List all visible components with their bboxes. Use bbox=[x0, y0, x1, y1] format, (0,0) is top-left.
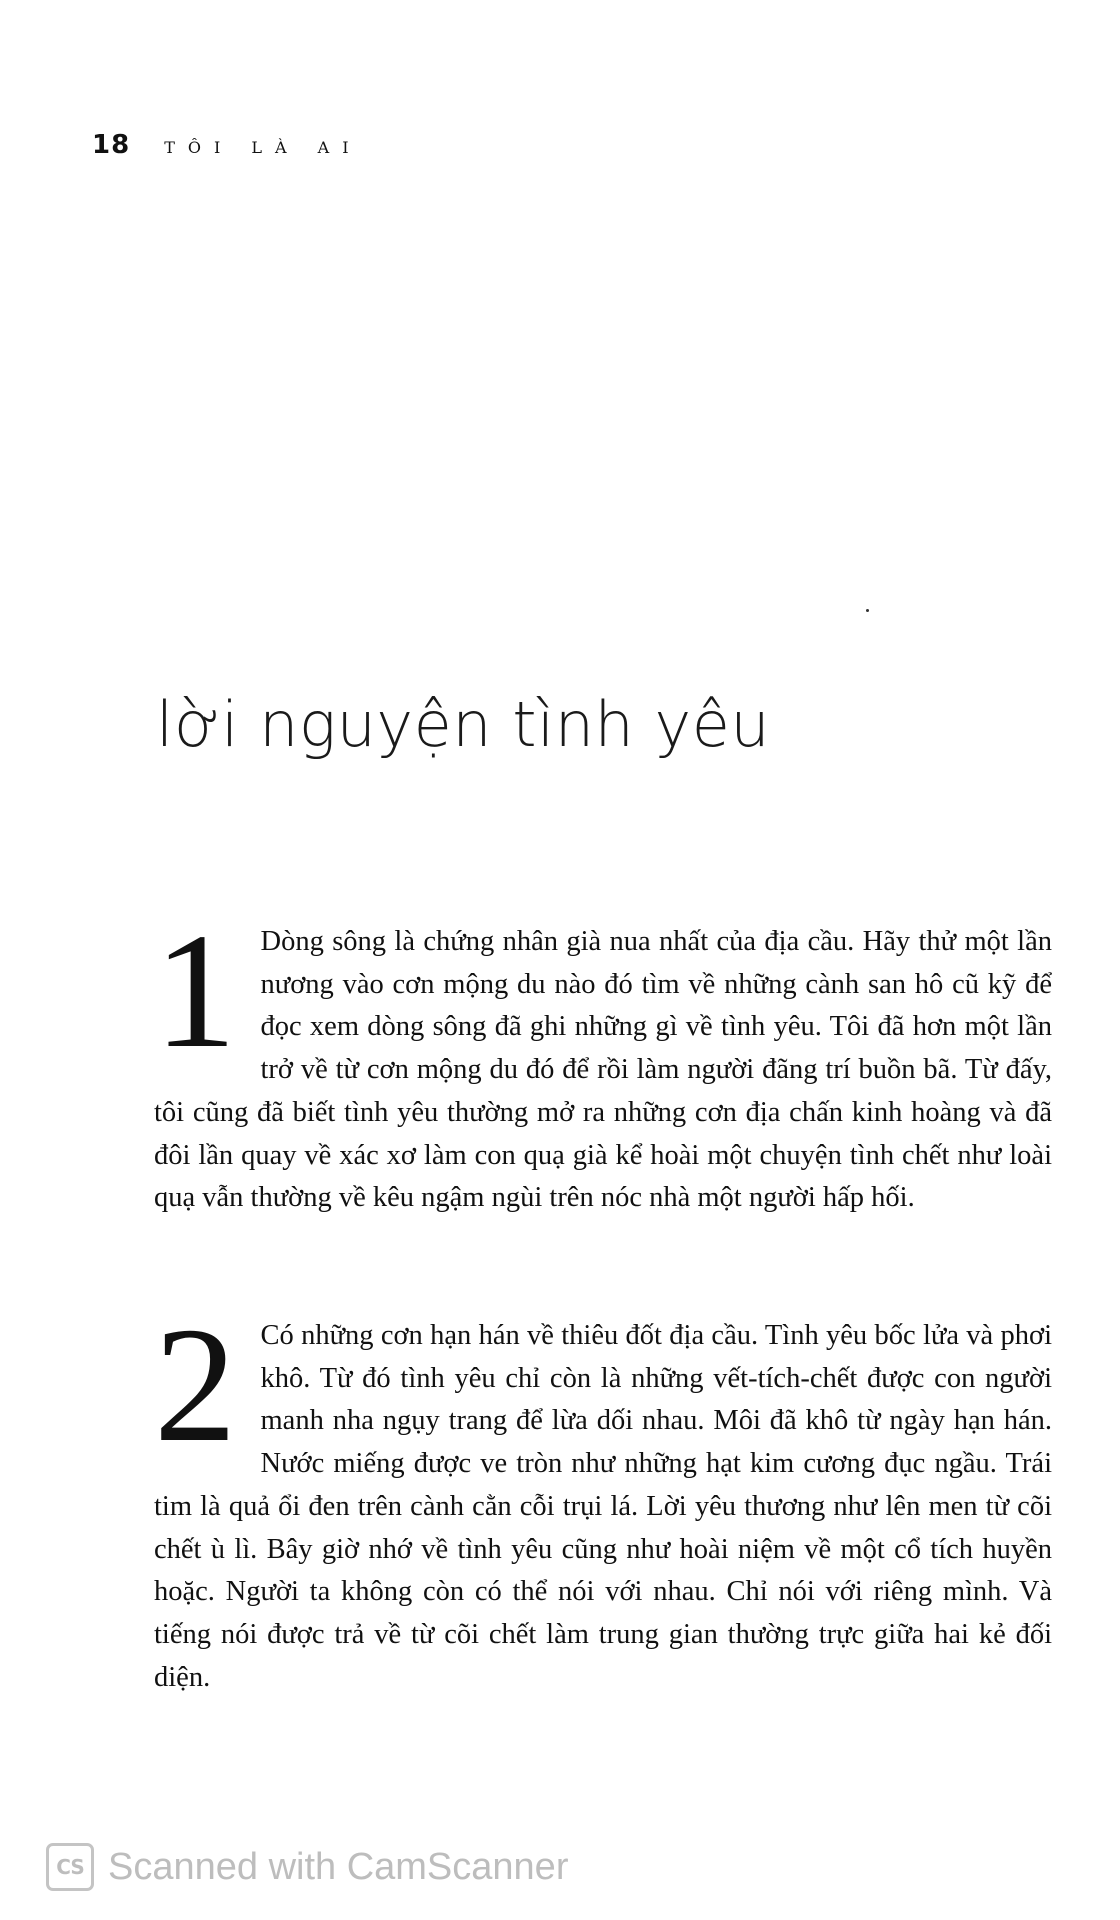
section-1-text: Dòng sông là chứng nhân già nua nhất của địa cầu. Hãy thử một lần nương vào cơn mộng du nào đó tìm về những cành san hô cũ kỹ để đọc xem dòng sông đã ghi những gì về tình yêu. Tôi đã hơn một lần trở về từ cơn mộng du đó để rồi làm người đãng trí buồn bã. Từ đấy, tôi cũng đã biết tình yêu thường mở ra những cơn địa chấn kinh hoàng và đã đôi lần quay về xác xơ làm con quạ già kể hoài một chuyện tình chết như loài quạ vẫn thường về kêu ngậm ngùi trên nóc nhà một người hấp hối. bbox=[154, 926, 1052, 1214]
section-2-paragraph bbox=[154, 1293, 1052, 1699]
running-head bbox=[92, 130, 362, 160]
book-title: TÔI LÀ AI bbox=[164, 138, 362, 157]
section-1-paragraph bbox=[154, 899, 1052, 1220]
watermark-text: Scanned with CamScanner bbox=[108, 1845, 569, 1888]
scan-speck bbox=[866, 609, 869, 612]
page-number: 18 bbox=[92, 130, 131, 160]
section-2-numeral: 2 bbox=[154, 1293, 237, 1476]
chapter-title: lời nguyện tình yêu bbox=[156, 688, 771, 761]
camscanner-watermark bbox=[46, 1843, 568, 1891]
camscanner-logo-icon: CS bbox=[46, 1843, 94, 1891]
section-1-numeral: 1 bbox=[154, 899, 237, 1082]
section-2-text: Có những cơn hạn hán về thiêu đốt địa cầu. Tình yêu bốc lửa và phơi khô. Từ đó tình yêu chỉ còn là những vết-tích-chết được con người manh nha ngụy trang để lừa dối nhau. Môi đã khô từ ngày hạn hán. Nước miếng được ve tròn như những hạt kim cương đục ngầu. Trái tim là quả ổi đen trên cành cằn cỗi trụi lá. Lời yêu thương như lên men từ cõi chết ù lì. Bây giờ nhớ về tình yêu cũng như hoài niệm về một cổ tích huyền hoặc. Người ta không còn có thể nói với nhau. Chỉ nói với riêng mình. Và tiếng nói được trả về từ cõi chết làm trung gian thường trực giữa hai kẻ đối diện. bbox=[154, 1320, 1052, 1693]
